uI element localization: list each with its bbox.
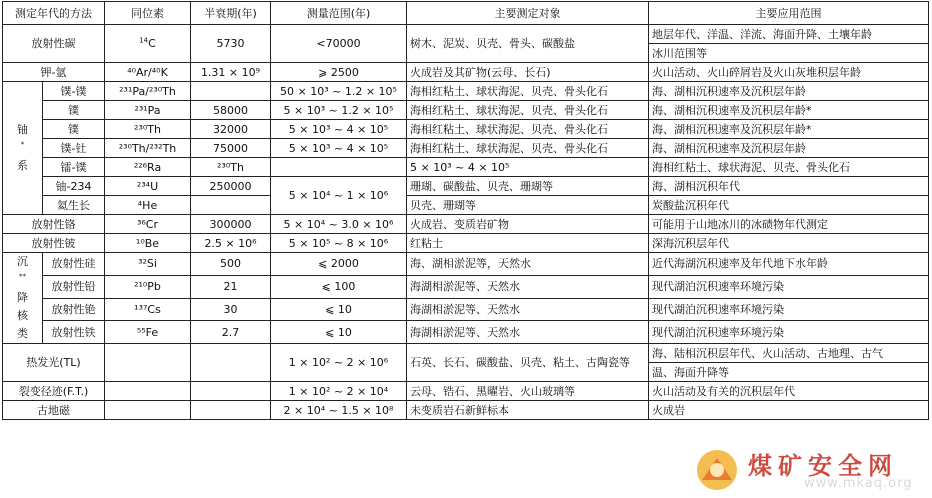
isotope-cell: ⁵⁵Fe <box>105 321 191 344</box>
range-cell: 5 × 10⁵ ~ 8 × 10⁶ <box>271 234 407 253</box>
method-cell: 钾-氩 <box>3 63 105 82</box>
halflife-cell: 2.5 × 10⁶ <box>191 234 271 253</box>
method-cell: 放射性铯 <box>43 298 105 321</box>
table-row <box>3 101 929 120</box>
method-cell: 镤 <box>43 120 105 139</box>
objects-cell: 火成岩及其矿物(云母、长石) <box>407 63 649 82</box>
applications-cell: 海、湖相沉积速率及沉积层年龄 <box>649 82 929 101</box>
halflife-cell: 500 <box>191 253 271 276</box>
halflife-cell: 32000 <box>191 120 271 139</box>
range-cell: ⩽ 10 <box>271 321 407 344</box>
method-cell: 镭-镤 <box>43 158 105 177</box>
range-cell: 5 × 10⁴ ~ 1 × 10⁶ <box>271 177 407 215</box>
isotope-cell: $^{14}$C <box>105 25 191 63</box>
watermark-text: 煤矿安全网 <box>748 451 898 480</box>
header-objects: 主要测定对象 <box>407 2 649 25</box>
applications-cell: 现代湖泊沉积速率环境污染 <box>649 321 929 344</box>
header-row <box>3 2 929 25</box>
applications-cell: 深海沉积层年代 <box>649 234 929 253</box>
table-row <box>3 196 929 215</box>
method-cell: 放射性铅 <box>43 275 105 298</box>
range-cell: ⩽ 10 <box>271 298 407 321</box>
table-row <box>3 63 929 82</box>
applications-cell: 海、湖相沉积速率及沉积层年龄* <box>649 120 929 139</box>
method-cell: 热发光(TL) <box>3 344 105 382</box>
table-row <box>3 120 929 139</box>
isotope-cell: ²²⁶Ra <box>105 158 191 177</box>
isotope-cell: ²³¹Pa/²³⁰Th <box>105 82 191 101</box>
applications-cell: 现代湖泊沉积速率环境污染 <box>649 275 929 298</box>
table-row <box>3 82 929 101</box>
applications-cell: 地层年代、洋温、洋流、海面升降、土壤年龄 <box>649 25 929 44</box>
applications-cell: 温、海面升降等 <box>649 363 929 382</box>
range-cell: 5 × 10³ ~ 4 × 10⁵ <box>271 139 407 158</box>
dating-methods-table <box>2 1 929 420</box>
table-row <box>3 234 929 253</box>
halflife-cell <box>191 196 271 215</box>
isotope-cell <box>105 382 191 401</box>
applications-cell: 炭酸盐沉积年代 <box>649 196 929 215</box>
range-cell <box>271 158 407 177</box>
halflife-cell: 5730 <box>191 25 271 63</box>
table-row <box>3 321 929 344</box>
isotope-cell: ²³⁴U <box>105 177 191 196</box>
applications-cell: 火成岩 <box>649 401 929 420</box>
halflife-cell: 250000 <box>191 177 271 196</box>
isotope-cell <box>105 401 191 420</box>
method-cell: 镤-镤 <box>43 82 105 101</box>
method-cell: 放射性碳 <box>3 25 105 63</box>
halflife-cell: 58000 <box>191 101 271 120</box>
isotope-cell: ²¹⁰Pb <box>105 275 191 298</box>
watermark-url: www.mkaq.org <box>804 476 913 491</box>
header-isotope: 同位素 <box>105 2 191 25</box>
method-cell: 镤-钍 <box>43 139 105 158</box>
uranium-series-group-label: 铀 * 系 <box>3 82 43 215</box>
table-row <box>3 215 929 234</box>
objects-cell: 海相红粘土、球状海泥、贝壳、骨头化石 <box>407 82 649 101</box>
halflife-cell <box>191 382 271 401</box>
halflife-cell <box>191 82 271 101</box>
method-cell: 放射性铁 <box>43 321 105 344</box>
applications-cell: 可能用于山地冰川的冰碛物年代测定 <box>649 215 929 234</box>
range-cell: ⩾ 2500 <box>271 63 407 82</box>
objects-cell: 云母、锆石、黑曜岩、火山玻璃等 <box>407 382 649 401</box>
isotope-cell: ⁴He <box>105 196 191 215</box>
method-cell: 古地磁 <box>3 401 105 420</box>
range-cell: 1 × 10² ~ 2 × 10⁶ <box>271 344 407 382</box>
applications-cell: 火山活动及有关的沉积层年代 <box>649 382 929 401</box>
halflife-cell <box>191 401 271 420</box>
method-cell: 放射性铍 <box>3 234 105 253</box>
halflife-cell: 2.7 <box>191 321 271 344</box>
table-row <box>3 401 929 420</box>
method-cell: 裂变径迹(F.T.) <box>3 382 105 401</box>
range-cell: 5 × 10⁴ ~ 3.0 × 10⁶ <box>271 215 407 234</box>
objects-cell: 海相红粘土、球状海泥、贝壳、骨头化石 <box>407 139 649 158</box>
objects-cell: 海、湖相淤泥等，天然水 <box>407 253 649 276</box>
objects-cell: 珊瑚、碳酸盐、贝壳、珊瑚等 <box>407 177 649 196</box>
table-row <box>3 298 929 321</box>
range-cell: 1 × 10² ~ 2 × 10⁴ <box>271 382 407 401</box>
table-row <box>3 139 929 158</box>
applications-cell: 海、陆相沉积层年代、火山活动、古地理、古气 <box>649 344 929 363</box>
objects-cell: 海相红粘土、球状海泥、贝壳、骨头化石 <box>407 120 649 139</box>
isotope-cell: ¹³⁷Cs <box>105 298 191 321</box>
objects-cell: 红粘土 <box>407 234 649 253</box>
objects-cell: 海湖相淤泥等、天然水 <box>407 321 649 344</box>
table-row <box>3 275 929 298</box>
halflife-cell: ²³⁰Th <box>191 158 271 177</box>
table-row <box>3 25 929 44</box>
method-cell: 铀-234 <box>43 177 105 196</box>
range-cell: ⩽ 2000 <box>271 253 407 276</box>
mine-safety-logo-icon <box>692 446 742 494</box>
applications-cell: 冰川范围等 <box>649 44 929 63</box>
applications-cell: 火山活动、火山碎屑岩及火山灰堆积层年龄 <box>649 63 929 82</box>
objects-cell: 贝壳、珊瑚等 <box>407 196 649 215</box>
halflife-cell: 300000 <box>191 215 271 234</box>
halflife-cell <box>191 344 271 382</box>
objects-cell: 海相红粘土、球状海泥、贝壳、骨头化石 <box>407 101 649 120</box>
table-row <box>3 177 929 196</box>
range-cell: 5 × 10³ ~ 4 × 10⁵ <box>271 120 407 139</box>
range-cell: <70000 <box>271 25 407 63</box>
applications-cell: 现代湖泊沉积速率环境污染 <box>649 298 929 321</box>
isotope-cell <box>105 344 191 382</box>
applications-cell: 海相红粘土、球状海泥、贝壳、骨头化石 <box>649 158 929 177</box>
isotope-cell: ³²Si <box>105 253 191 276</box>
objects-cell: 5 × 10³ ~ 4 × 10⁵ <box>407 158 649 177</box>
range-cell: 50 × 10³ ~ 1.2 × 10⁵ <box>271 82 407 101</box>
table-row <box>3 253 929 276</box>
objects-cell: 石英、长石、碳酸盐、贝壳、粘土、古陶瓷等 <box>407 344 649 382</box>
applications-cell: 海、湖相沉积速率及沉积层年龄* <box>649 101 929 120</box>
method-cell: 镤 <box>43 101 105 120</box>
halflife-cell: 75000 <box>191 139 271 158</box>
table-row <box>3 382 929 401</box>
applications-cell: 海、湖相沉积年代 <box>649 177 929 196</box>
method-cell: 放射性铬 <box>3 215 105 234</box>
header-method: 测定年代的方法 <box>3 2 105 25</box>
objects-cell: 海湖相淤泥等、天然水 <box>407 298 649 321</box>
applications-cell: 近代海湖沉积速率及年代地下水年龄 <box>649 253 929 276</box>
table-row <box>3 158 929 177</box>
header-halflife: 半衰期(年) <box>191 2 271 25</box>
halflife-cell: 1.31 × 10⁹ <box>191 63 271 82</box>
site-watermark <box>686 444 926 496</box>
isotope-cell: ³⁶Cr <box>105 215 191 234</box>
header-applications: 主要应用范围 <box>649 2 929 25</box>
isotope-cell: ⁴⁰Ar/⁴⁰K <box>105 63 191 82</box>
range-cell: 5 × 10³ ~ 1.2 × 10⁵ <box>271 101 407 120</box>
objects-cell: 海湖相淤泥等、天然水 <box>407 275 649 298</box>
method-cell: 放射性硅 <box>43 253 105 276</box>
isotope-cell: ¹⁰Be <box>105 234 191 253</box>
isotope-cell: ²³⁰Th/²³²Th <box>105 139 191 158</box>
sedimentary-nuclides-group-label: 沉 ** 降 核 类 <box>3 253 43 344</box>
applications-cell: 海、湖相沉积速率及沉积层年龄 <box>649 139 929 158</box>
halflife-cell: 30 <box>191 298 271 321</box>
isotope-cell: ²³¹Pa <box>105 101 191 120</box>
header-range: 测量范围(年) <box>271 2 407 25</box>
method-cell: 氦生长 <box>43 196 105 215</box>
range-cell: ⩽ 100 <box>271 275 407 298</box>
objects-cell: 树木、泥炭、贝壳、骨头、碳酸盐 <box>407 25 649 63</box>
range-cell: 2 × 10⁴ ~ 1.5 × 10⁸ <box>271 401 407 420</box>
objects-cell: 未变质岩石新鲜标本 <box>407 401 649 420</box>
table-row <box>3 344 929 363</box>
objects-cell: 火成岩、变质岩矿物 <box>407 215 649 234</box>
halflife-cell: 21 <box>191 275 271 298</box>
isotope-cell: ²³⁰Th <box>105 120 191 139</box>
